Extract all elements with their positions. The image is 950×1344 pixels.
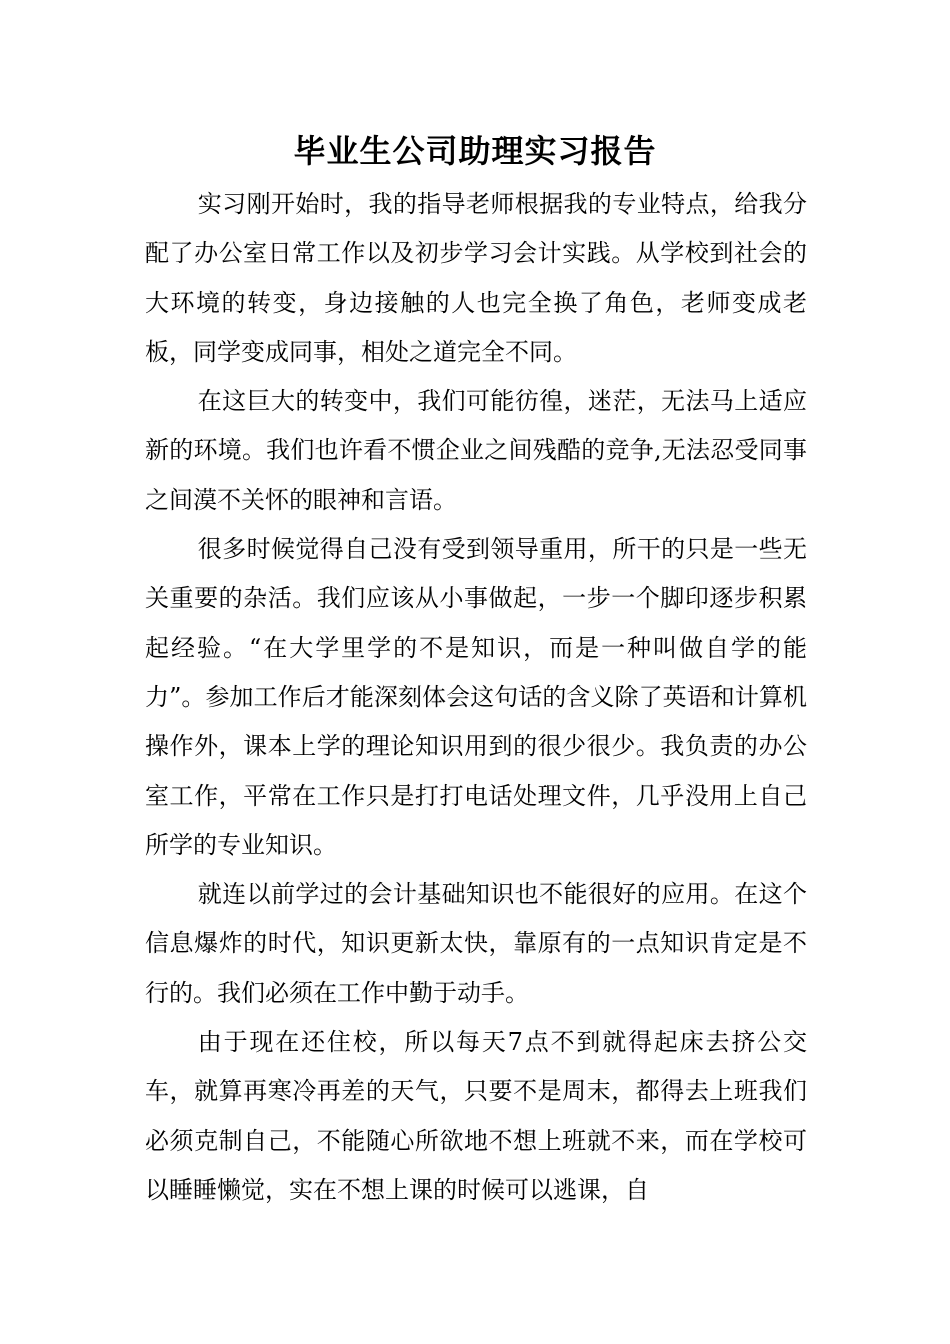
document-title: 毕业生公司助理实习报告 (293, 132, 657, 170)
document-body (145, 180, 807, 1215)
paragraph-2: 在这巨大的转变中，我们可能彷徨，迷茫，无法马上适应新的环境。我们也许看不惯企业之间残酷的竞争,无法忍受同事之间漠不关怀的眼神和言语。 (145, 387, 807, 514)
paragraph-3: 很多时候觉得自己没有受到领导重用，所干的只是一些无关重要的杂活。我们应该从小事做起，一步一个脚印逐步积累起经验。“在大学里学的不是知识，而是一种叫做自学的能力”。参加工作后才能深刻体会这句话的含义除了英语和计算机操作外，课本上学的理论知识用到的很少很少。我负责的办公室工作，平常在工作只是打打电话处理文件，几乎没用上自己所学的专业知识。 (145, 535, 807, 859)
paragraph-5: 由于现在还住校，所以每天7点不到就得起床去挤公交车，就算再寒冷再差的天气，只要不是周末，都得去上班我们必须克制自己，不能随心所欲地不想上班就不来，而在学校可以睡睡懒觉，实在不想上课的时候可以逃课，自 (145, 1028, 807, 1204)
paragraph-1: 实习刚开始时，我的指导老师根据我的专业特点，给我分配了办公室日常工作以及初步学习会计实践。从学校到社会的大环境的转变，身边接触的人也完全换了角色，老师变成老板，同学变成同事，相处之道完全不同。 (145, 190, 807, 366)
paragraph-4: 就连以前学过的会计基础知识也不能很好的应用。在这个信息爆炸的时代，知识更新太快，靠原有的一点知识肯定是不行的。我们必须在工作中勤于动手。 (145, 880, 807, 1007)
